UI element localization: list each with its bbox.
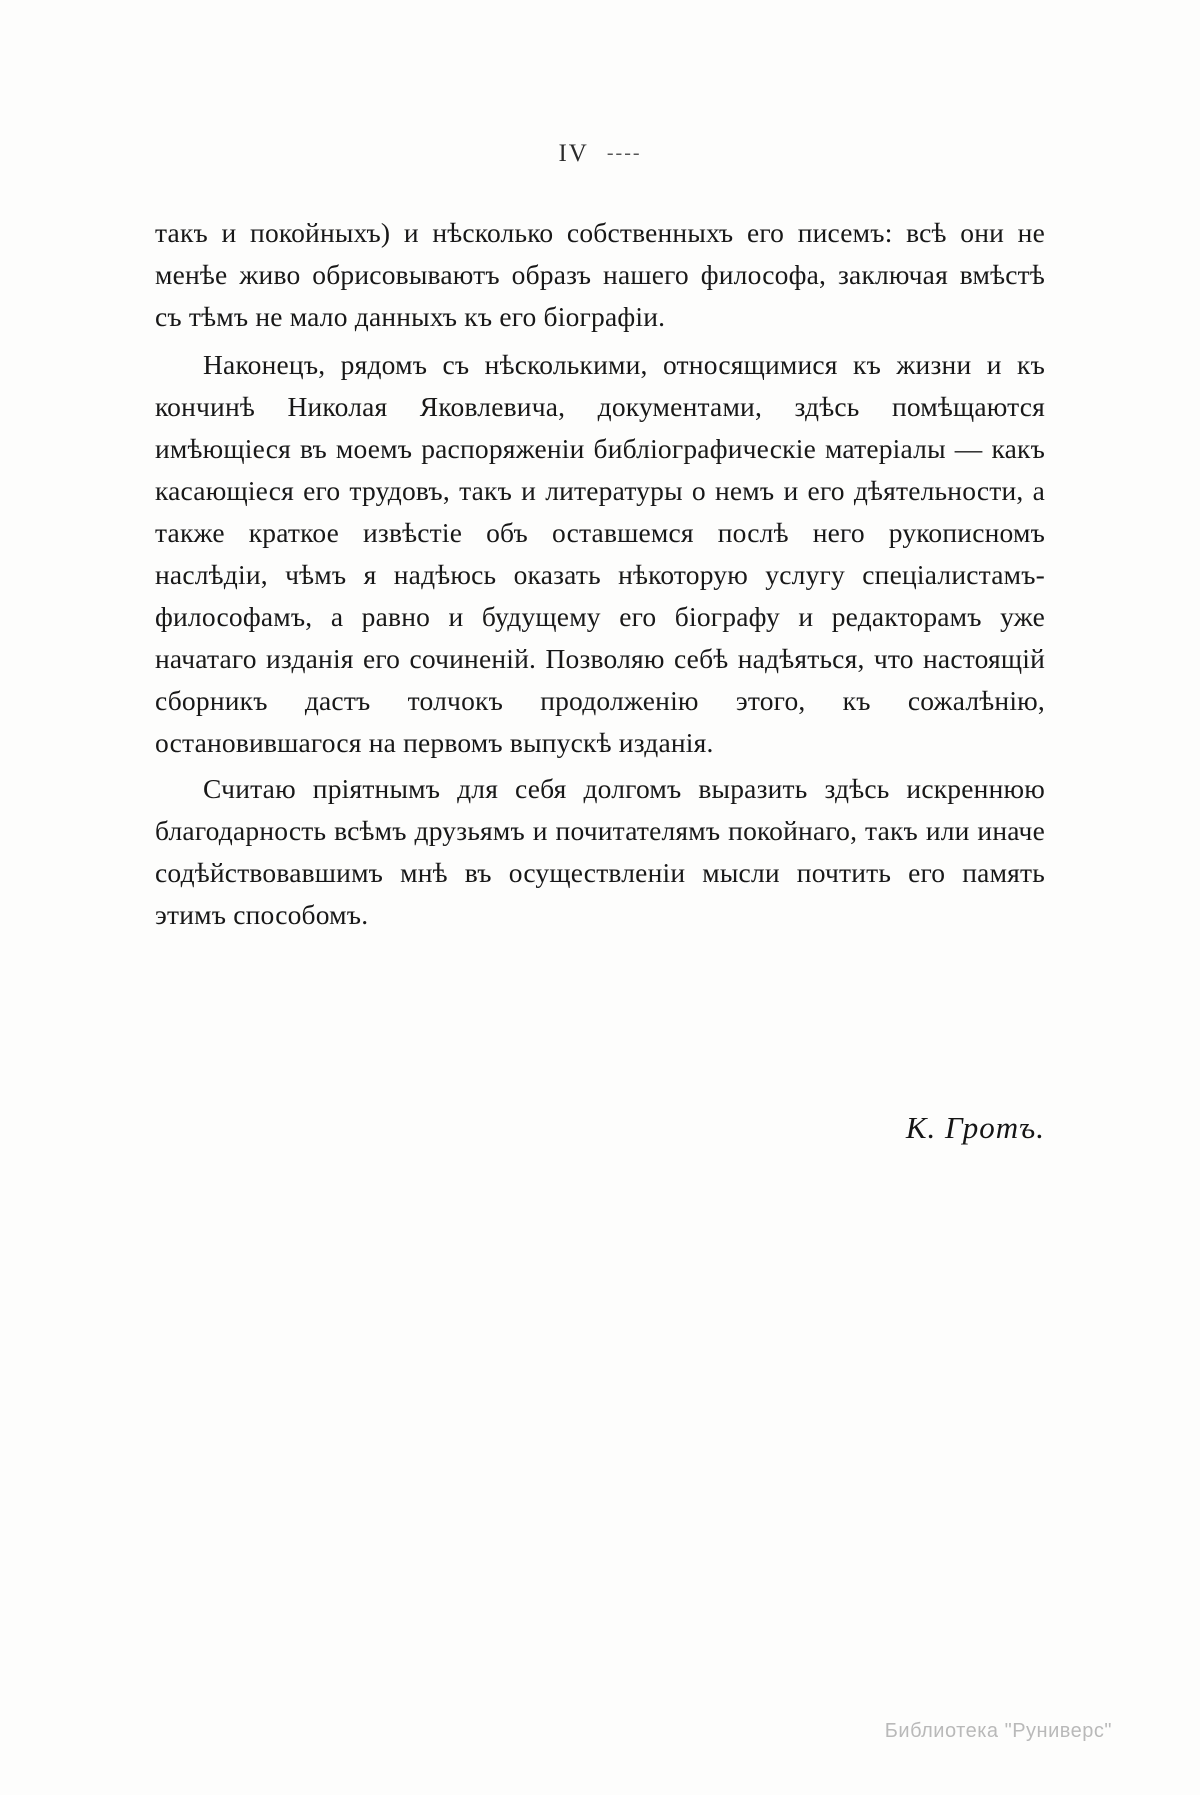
library-watermark: Библиотека "Руниверс" xyxy=(884,1720,1112,1742)
page-number xyxy=(0,140,1200,168)
paragraph-2: Наконецъ, рядомъ съ нѣсколькими, относящимися къ жизни и къ кончинѣ Николая Яковлевича, документами, здѣсь помѣщаются имѣющіеся въ моемъ распоряженіи библіографическіе матеріалы — какъ касающіеся его трудовъ, такъ и литературы о немъ и его дѣятельности, а также краткое извѣстіе объ оставшемся послѣ него рукописномъ наслѣдіи, чѣмъ я надѣюсь оказать нѣкоторую услугу спеціалистамъ-философамъ, а равно и будущему его біографу и редакторамъ уже начатаго изданія его сочиненій. Позволяю себѣ надѣяться, что настоящій сборникъ дастъ толчокъ продолженію этого, къ сожалѣнію, остановившагося на первомъ выпускѣ изданія. xyxy=(155,349,1045,758)
page-number-value: IV xyxy=(558,140,589,167)
paragraph-1: такъ и покойныхъ) и нѣсколько собственныхъ его писемъ: всѣ они не менѣе живо обрисовываютъ образъ нашего философа, заключая вмѣстѣ съ тѣмъ не мало данныхъ къ его біографіи. xyxy=(155,217,1045,332)
author-signature: К. Гротъ. xyxy=(905,1110,1045,1145)
page-number-dash: ---- xyxy=(606,142,642,164)
body-text xyxy=(155,212,1045,940)
paragraph-3: Считаю пріятнымъ для себя долгомъ выразить здѣсь искреннюю благодарность всѣмъ друзьямъ и почитателямъ покойнаго, такъ или иначе содѣйствовавшимъ мнѣ въ осуществленіи мысли почтить его память этимъ способомъ. xyxy=(155,773,1045,930)
